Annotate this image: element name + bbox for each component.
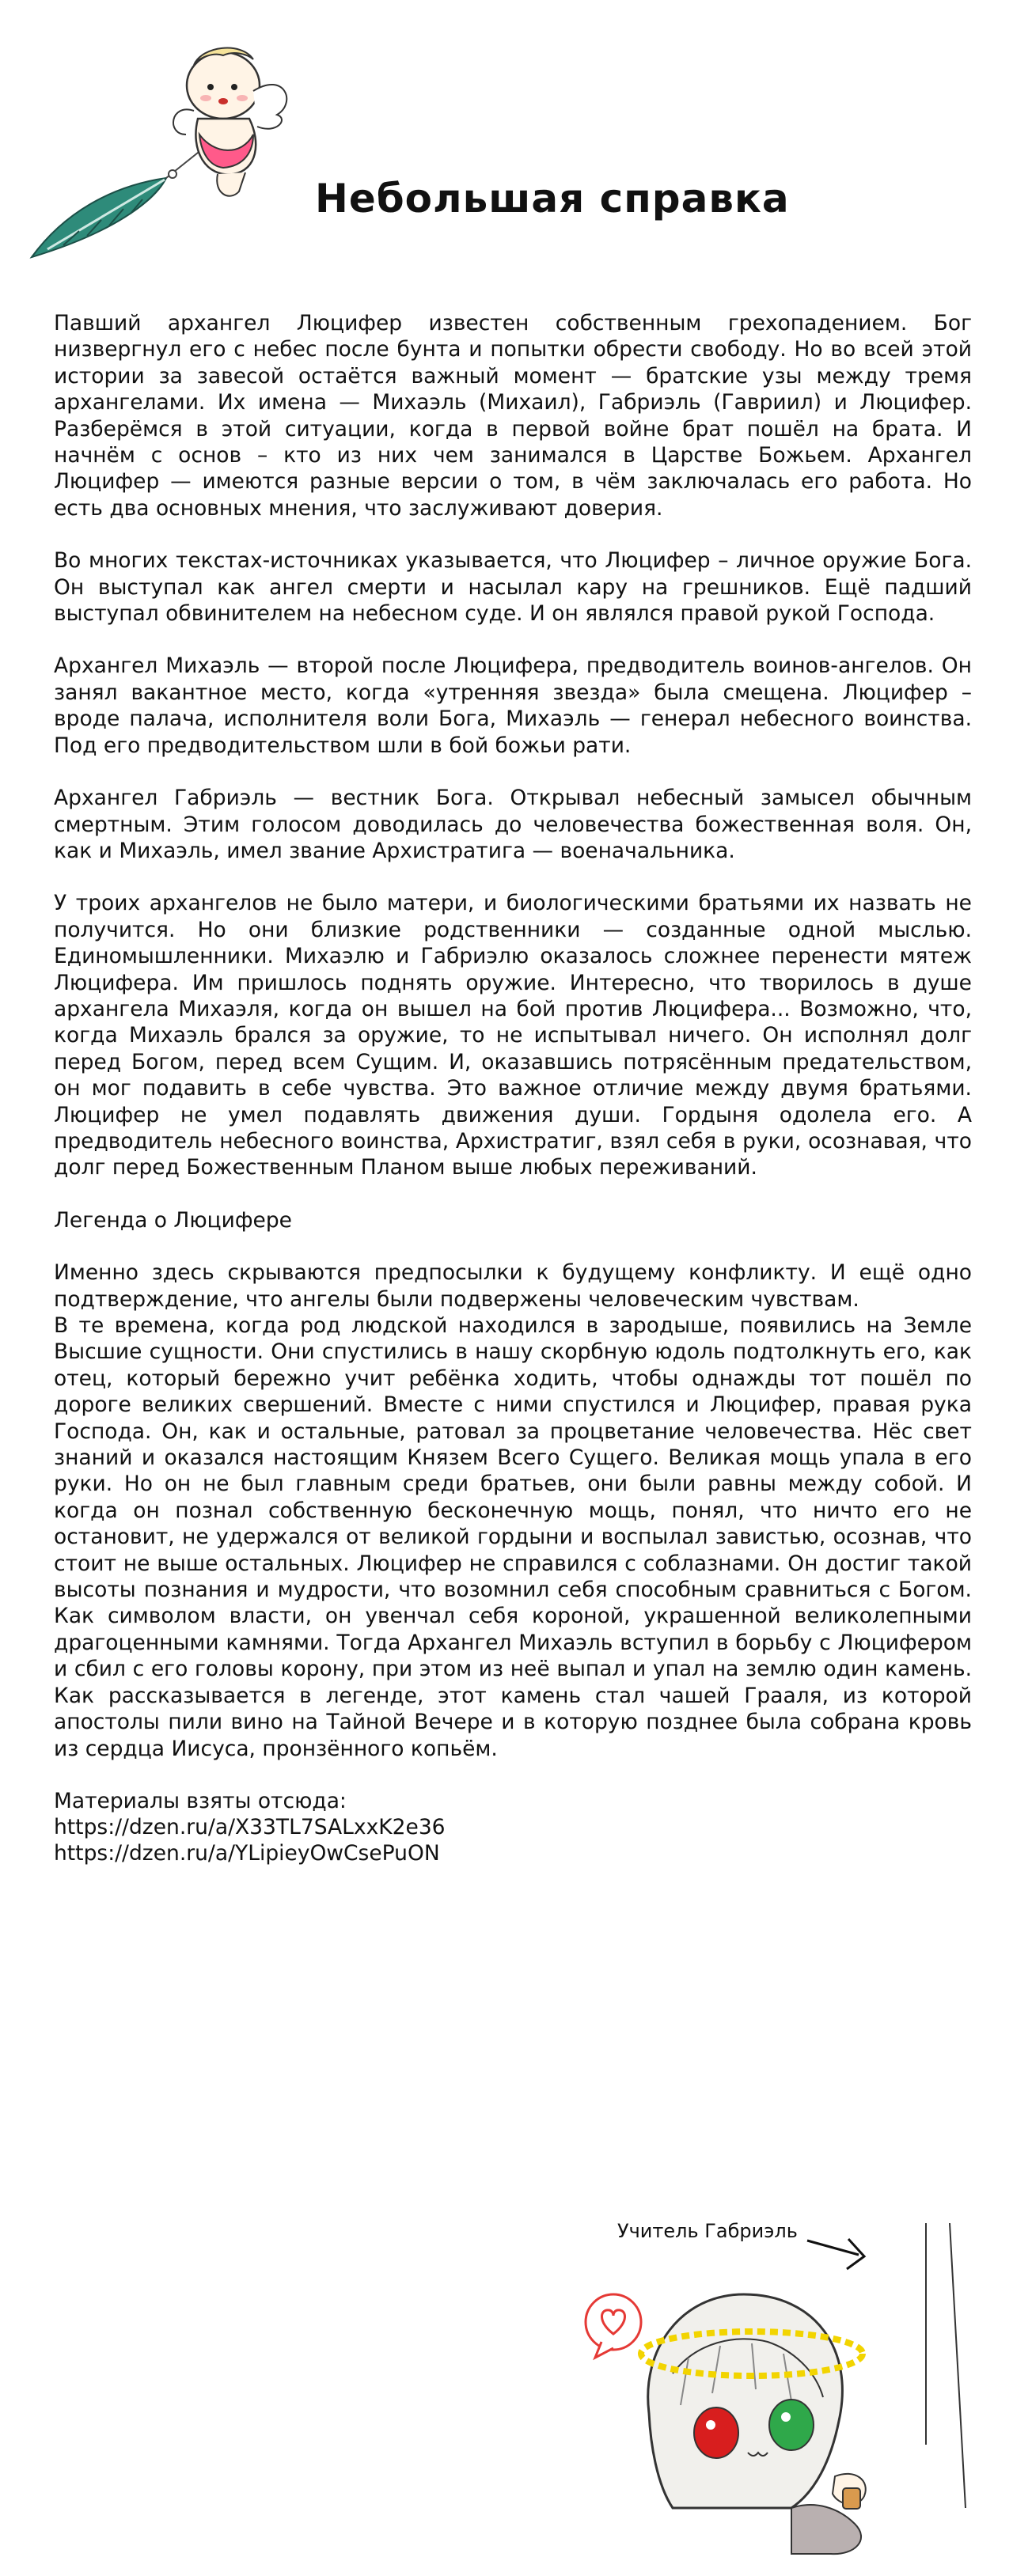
paragraph-lucifer-role: Во многих текстах-источниках указывается, что Люцифер – личное оружие Бога. Он выступал как ангел смерти и насылал кару на грешников. Ещё падший выступал обвинителем на небесном суде. И он являлся правой рукой Господа. (54, 548, 972, 627)
cherub-illustration (16, 16, 301, 277)
paragraph-michael: Архангел Михаэль — второй после Люцифера, предводитель воинов-ангелов. Он занял вакантное место, когда «утренняя звезда» была смещена. Люцифер – вроде палача, исполнителя воли Бога, Михаэль — генерал небесного воинства. Под его предводительством шли в бой божьи рати. (54, 653, 972, 758)
teacher-gabriel-illustration (554, 2207, 997, 2555)
paragraph-brothers: У троих архангелов не было матери, и биологическими братьями их назвать не получится. Но они близкие родственники — созданные одной мыслью. Единомышленники. Михаэлю и Габриэлю оказалось сложнее перенести мятеж Люцифера. Им пришлось поднять оружие. Интересно, что творилось в душе архангела Михаэля, когда он вышел на бой против Люцифера... Возможно, что, когда Михаэль брался за оружие, то не испытывал ничего. Он исполнял долг перед Богом, перед всем Сущим. И, оказавшись потрясённым предательством, он мог подавить в себе чувства. Это важное отличие между двумя братьями. Люцифер не умел подавлять движения души. Гордыня одолела его. А предводитель небесного воинства, Архистратиг, взял себя в руки, осознавая, что долг перед Божественным Планом выше любых переживаний. (54, 891, 972, 1180)
legend-heading: Легенда о Люцифере (54, 1207, 292, 1233)
feather-icon (32, 146, 206, 257)
speech-heart-icon (586, 2294, 641, 2358)
cherub-figure (173, 48, 286, 196)
sources-block (54, 1788, 972, 1866)
page-title: Небольшая справка (315, 176, 790, 222)
sources-label: Материалы взяты отсюда: (54, 1788, 347, 1813)
character-head (641, 2294, 863, 2508)
source-link-1[interactable]: https://dzen.ru/a/X33TL7SALxxK2e36 (54, 1814, 446, 1839)
paragraph-gabriel: Архангел Габриэль — вестник Бога. Открывал небесный замысел обычным смертным. Этим голосом доводилась до человечества божественная воля. Он, как и Михаэль, имел звание Архистратига — военачальника. (54, 786, 972, 863)
paragraph-intro: Павший архангел Люцифер известен собственным грехопадением. Бог низвергнул его с небес после бунта и попытки обрести свободу. Но во всей этой истории за завесой остаётся важный момент — братские узы между тремя архангелами. Их имена — Михаэль (Михаил), Габриэль (Гавриил) и Люцифер. Разберёмся в этой ситуации, когда в первой войне брат пошёл на брата. И начнём с основ – кто из них чем занимался в Царстве Божьем. Архангел Люцифер — имеются разные версии о том, в чём заключалась его работа. Но есть два основных мнения, что заслуживают доверия. (54, 311, 972, 521)
illustration-caption: Учитель Габриэль (617, 2220, 798, 2242)
arrow-icon (807, 2239, 864, 2269)
article-body (54, 310, 972, 1866)
legend-intro: Именно здесь скрываются предпосылки к будущему конфликту. И ещё одно подтверждение, что ангелы были подвержены человеческим чувствам. (54, 1260, 972, 1312)
source-link-2[interactable]: https://dzen.ru/a/YLipieyOwCsePuON (54, 1840, 440, 1866)
legend-body: В те времена, когда род людской находился в зародыше, появились на Земле Высшие сущности. Они спустились в нашу скорбную юдоль подтолкнуть его, как отец, который бережно учит ребёнка ходить, чтобы однажды тот пошёл по дороге великих свершений. Вместе с ними спустился и Люцифер, правая рука Господа. Он, как и остальные, ратовал за процветание человечества. Нёс свет знаний и оказался настоящим Князем Всего Сущего. Великая мощь упала в его руки. Но он не был главным среди братьев, они были равны между собой. И когда он познал собственную бесконечную мощь, понял, что ничто его не остановит, не удержался от великой гордыни и воспылал завистью, осознав, что стоит не выше остальных. Люцифер не справился с соблазнами. Он достиг такой высоты познания и мудрости, что возомнил себя способным сравниться с Богом. Как символом власти, он увенчал себя короной, украшенной великолепными драгоценными камнями. Тогда Архангел Михаэль вступил в борьбу с Люцифером и сбил с его головы корону, при этом из неё выпал и упал на землю один камень. Как рассказывается в легенде, этот камень стал чашей Грааля, из которой апостолы пили вино на Тайной Вечере и в которую позднее была собрана кровь из сердца Иисуса, пронзённого копьём. (54, 1313, 972, 1761)
